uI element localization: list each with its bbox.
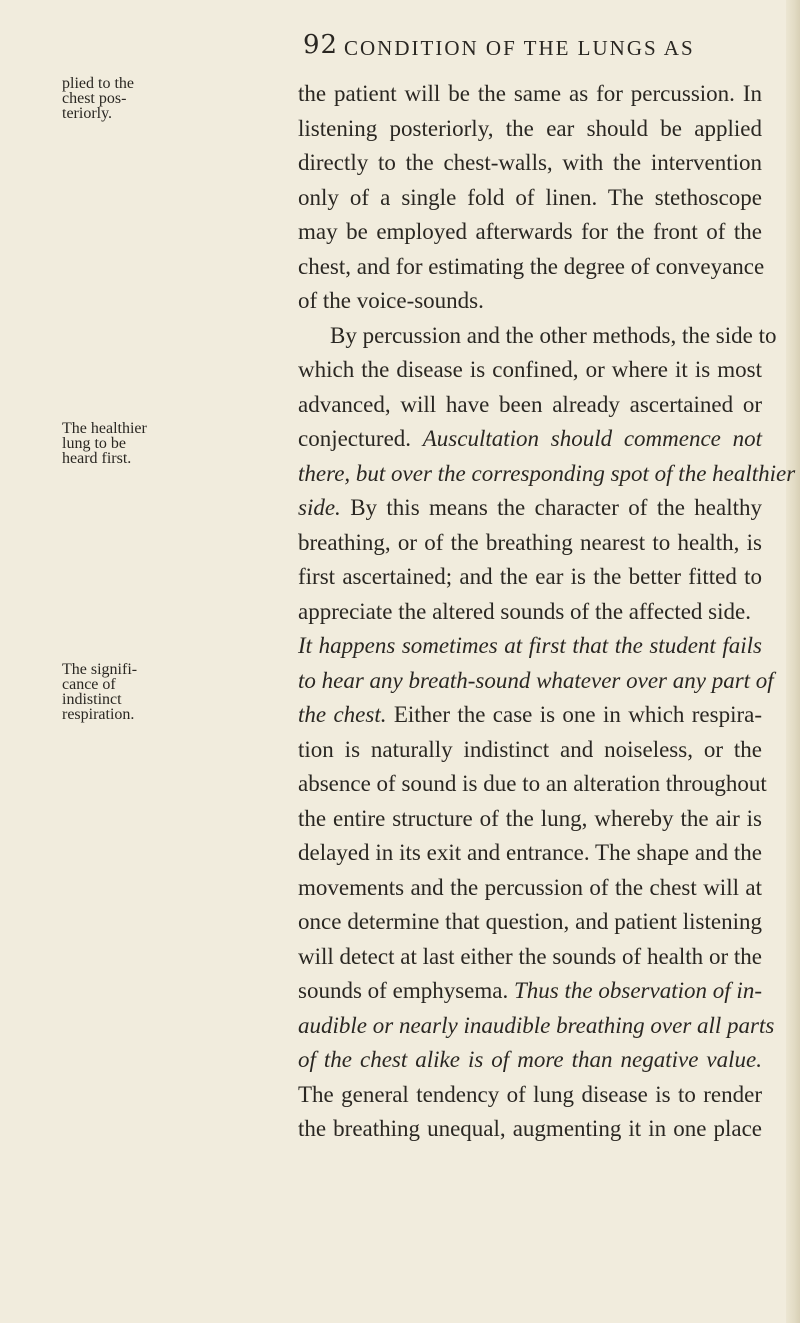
text-run: advanced, will have been already ascertained or [298, 391, 762, 417]
text-line [298, 491, 762, 526]
text-line [298, 560, 762, 595]
text-run: listening posteriorly, the ear should be applied [298, 115, 762, 141]
text-line [298, 905, 762, 940]
text-run: the patient will be the same as for percussion. In [298, 81, 762, 106]
italic-text: It happens sometimes at first that the student fails [298, 633, 762, 658]
text-line [298, 250, 765, 285]
text-line [298, 319, 777, 354]
text-run: of the voice-sounds. [298, 288, 484, 313]
italic-text: to hear any breath-sound whatever over any part of [298, 667, 774, 693]
margin-note-chest-posteriorly [62, 76, 162, 121]
text-line [298, 871, 762, 906]
text-run: By percussion and the other methods, the side to [330, 322, 777, 348]
text-run: the entire structure of the lung, whereby the air is [298, 805, 762, 831]
margin-note-line: plied to the [62, 75, 134, 92]
text-line [298, 940, 762, 975]
text-run: first ascertained; and the ear is the better fitted to [298, 564, 762, 589]
text-run: which the disease is confined, or where it is most [298, 357, 762, 382]
text-run: appreciate the altered sounds of the affected side. [298, 598, 751, 624]
text-line [298, 664, 774, 699]
italic-text: audible or nearly inaudible breathing over all parts [298, 1012, 775, 1038]
italic-text: Thus the observation of in- [514, 978, 762, 1003]
page-header [0, 30, 800, 70]
margin-note-line: cance of [62, 676, 116, 693]
margin-note-line: chest pos- [62, 90, 127, 107]
text-line [298, 526, 762, 561]
text-run: movements and the percussion of the chest will at [298, 874, 762, 900]
text-line [298, 629, 762, 664]
text-run: sounds of emphysema. [298, 978, 514, 1003]
text-line [298, 215, 762, 250]
text-run: By this means the character of the healthy [340, 495, 762, 520]
text-line [298, 181, 762, 216]
italic-text: Auscultation should commence not [422, 426, 762, 451]
italic-text: the chest. [298, 702, 387, 727]
text-line [298, 802, 762, 837]
text-line [298, 698, 762, 733]
text-run: absence of sound is due to an alteration throughout [298, 771, 767, 796]
text-line [298, 112, 762, 147]
italic-text: there, but over the corresponding spot of the healthier [298, 460, 796, 486]
text-line [298, 146, 762, 181]
text-line [298, 353, 762, 388]
text-run: Either the case is one in which respira- [386, 702, 763, 727]
text-run: may be employed afterwards for the front of the [298, 219, 762, 244]
text-line [298, 388, 762, 423]
margin-note-line: The healthier [62, 420, 147, 437]
text-line [298, 767, 767, 802]
text-run: tion is naturally indistinct and noiseless, or the [298, 736, 762, 762]
text-line [298, 284, 762, 319]
text-run: directly to the chest-walls, with the intervention [298, 150, 762, 175]
text-line [298, 595, 762, 630]
text-line [298, 1078, 762, 1113]
margin-note-line: lung to be [62, 435, 126, 452]
body-text [298, 77, 796, 1147]
text-line [298, 457, 796, 492]
margin-note-healthier-lung [62, 421, 162, 466]
text-run: conjectured. [298, 426, 423, 451]
margin-note-line: respiration. [62, 706, 135, 723]
italic-text: of the chest alike is of more than negative value. [298, 1047, 762, 1072]
text-line [298, 422, 762, 457]
text-run: breathing, or of the breathing nearest to health, is [298, 529, 762, 555]
text-line [298, 1112, 762, 1147]
margin-note-line: indistinct [62, 691, 122, 708]
text-run: The general tendency of lung disease is to render [298, 1081, 762, 1107]
text-run: the breathing unequal, augmenting it in one place [298, 1116, 762, 1141]
text-line [298, 974, 762, 1009]
margin-note-line: heard first. [62, 450, 132, 467]
margin-note-line: teriorly. [62, 105, 113, 122]
text-run: once determine that question, and patient listening [298, 909, 762, 934]
text-run: only of a single fold of linen. The stethoscope [298, 184, 762, 210]
text-line [298, 1009, 775, 1044]
text-line [298, 733, 762, 768]
margin-note-indistinct-respiration [62, 662, 162, 722]
text-run: will detect at last either the sounds of health or the [298, 943, 762, 969]
page-number: 92 [303, 30, 339, 60]
text-run: delayed in its exit and entrance. The shape and the [298, 840, 762, 865]
text-line [298, 1043, 762, 1078]
text-line [298, 77, 762, 112]
italic-text: side. [298, 495, 341, 520]
text-run: chest, and for estimating the degree of conveyance [298, 253, 765, 279]
page-edge-shadow [786, 0, 800, 1323]
margin-note-line: The signifi- [62, 661, 138, 678]
running-title: CONDITION OF THE LUNGS AS [344, 36, 695, 60]
text-line [298, 836, 762, 871]
